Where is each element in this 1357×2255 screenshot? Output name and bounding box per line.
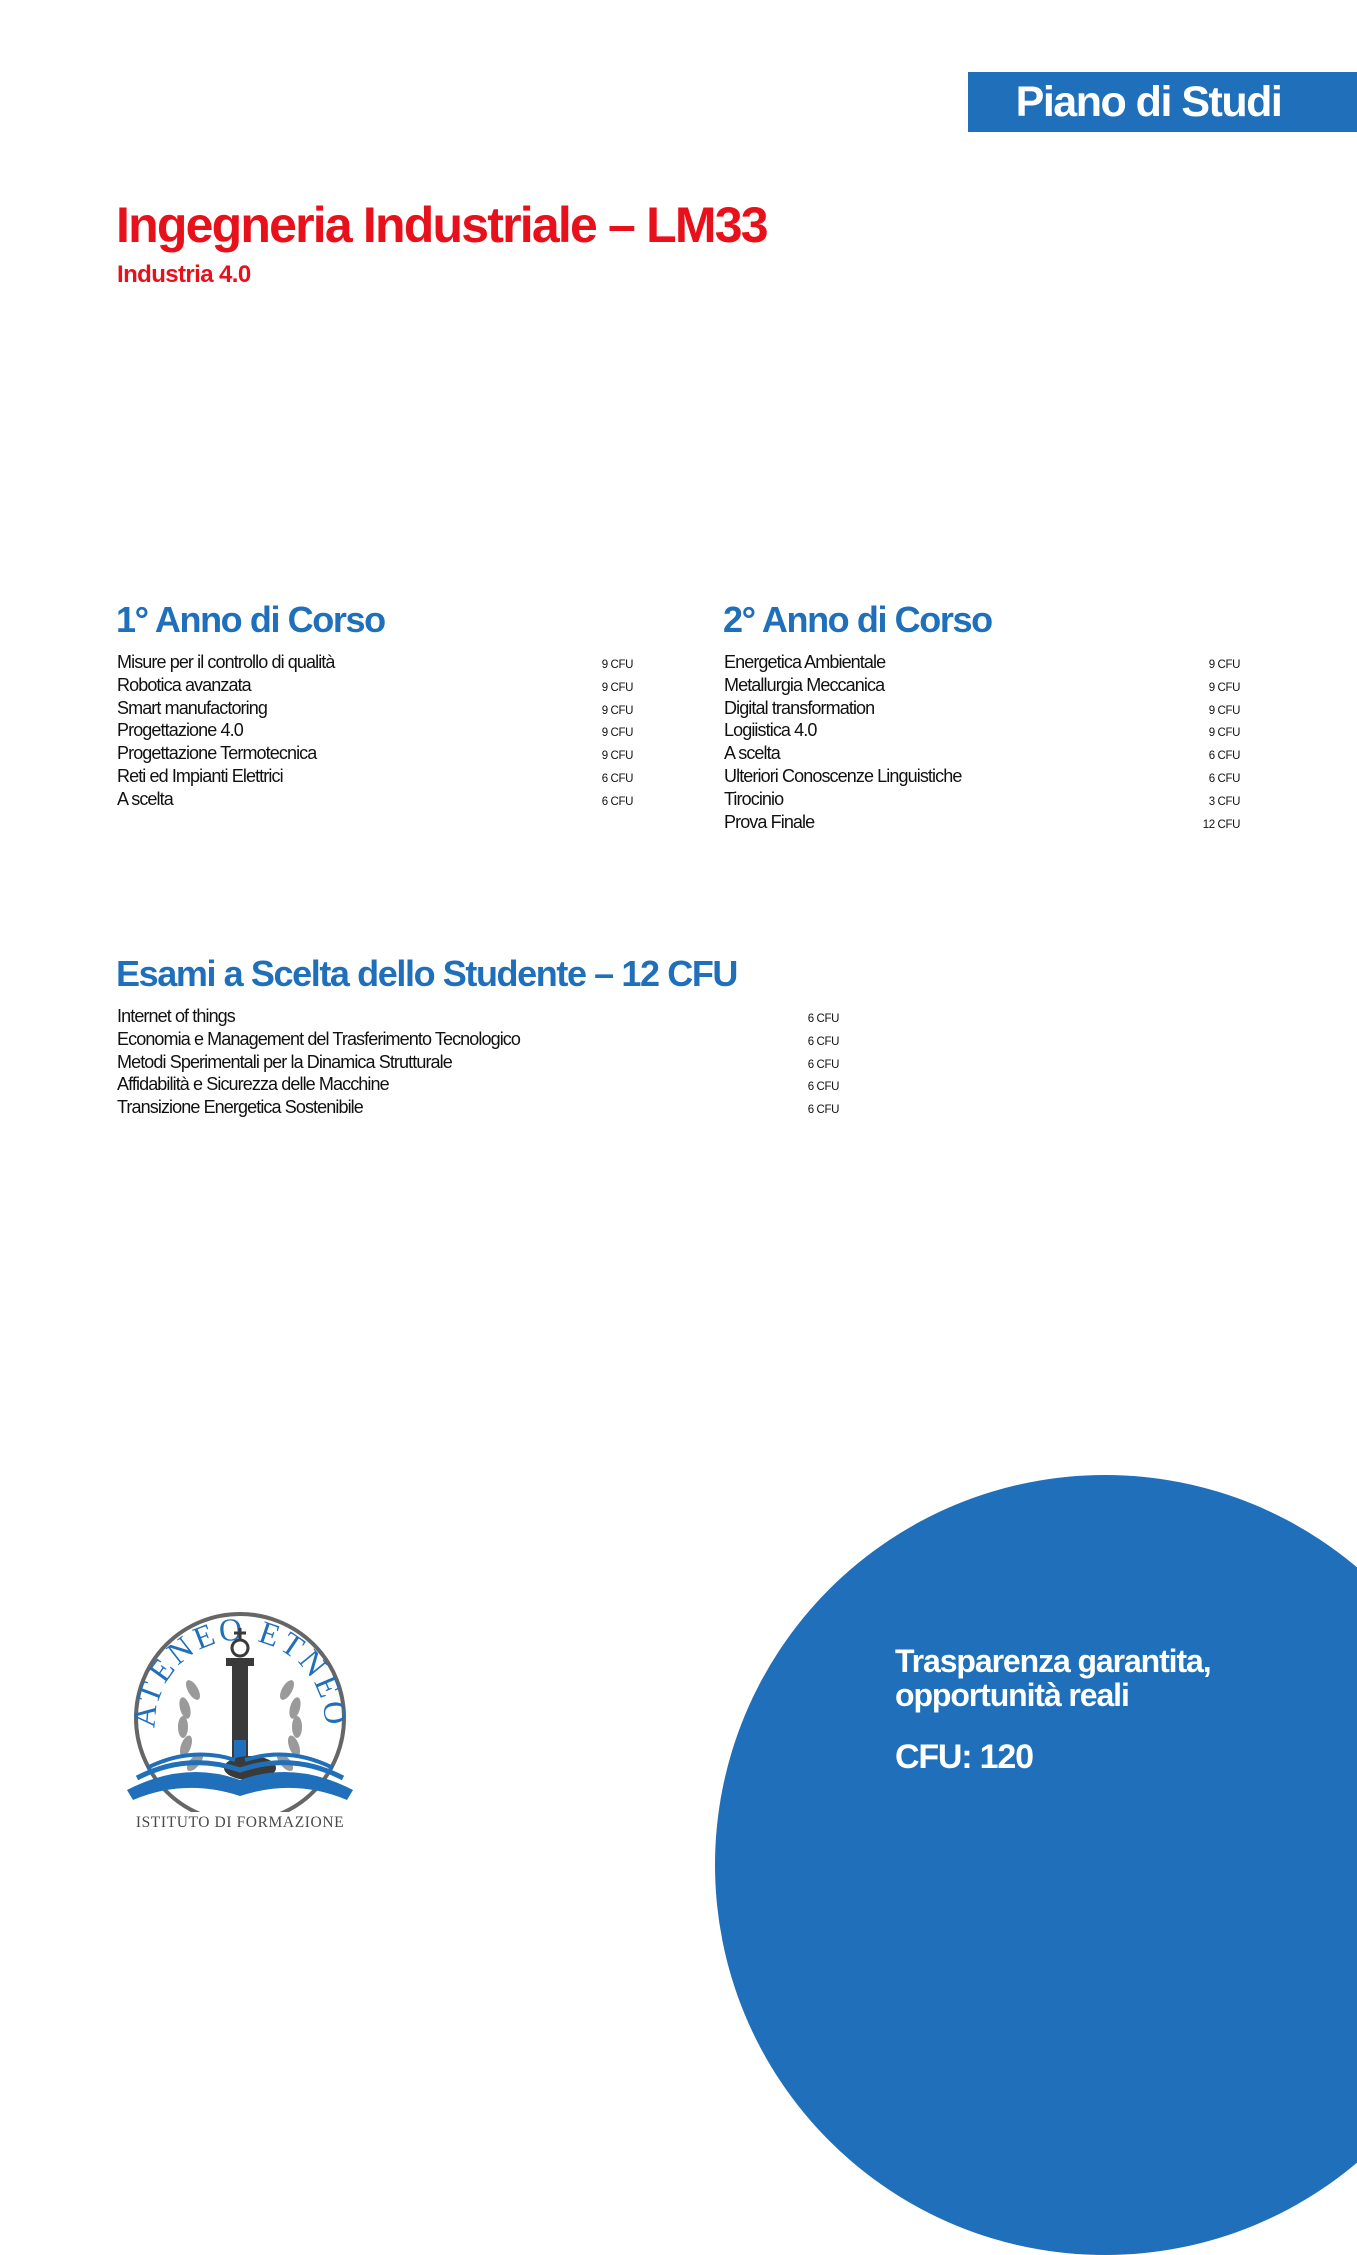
course-title: Ingegneria Industriale – LM33: [116, 197, 767, 253]
exam-cfu: 9 CFU: [1208, 659, 1240, 671]
exam-cfu: 9 CFU: [1208, 727, 1240, 740]
exam-name: Energetica Ambientale: [724, 652, 886, 672]
exam-row: [724, 766, 1240, 789]
exam-row: [117, 743, 633, 766]
exam-cfu: 9 CFU: [1208, 681, 1240, 694]
electives-heading: Esami a Scelta dello Studente – 12 CFU: [116, 953, 738, 994]
exam-cfu: 6 CFU: [807, 1035, 839, 1048]
exam-name: Internet of things: [117, 1006, 235, 1026]
course-subtitle: Industria 4.0: [117, 261, 251, 288]
exam-name: Metodi Sperimentali per la Dinamica Strutturale: [117, 1051, 452, 1072]
promo-tagline: Trasparenza garantita, opportunità reali: [895, 1643, 1211, 1713]
year1-exam-list: [117, 652, 633, 812]
exam-row: [724, 789, 1240, 812]
exam-name: Smart manufactoring: [117, 697, 267, 718]
exam-name: Metallurgia Meccanica: [724, 674, 885, 695]
logo-ring-text: ATENEO ETNEO: [125, 1610, 355, 1730]
exam-name: Ulteriori Conoscenze Linguistiche: [724, 765, 962, 786]
exam-row: [724, 675, 1240, 698]
exam-cfu: 6 CFU: [601, 772, 633, 785]
exam-name: Reti ed Impianti Elettrici: [117, 765, 283, 786]
exam-row: [117, 698, 633, 721]
exam-cfu: 9 CFU: [601, 750, 633, 763]
exam-cfu: 6 CFU: [807, 1058, 839, 1071]
exam-cfu: 3 CFU: [1208, 795, 1240, 808]
exam-row: [117, 1097, 839, 1120]
exam-row: [117, 720, 633, 743]
ateneo-etneo-seal-icon: [115, 1600, 365, 1812]
year1-heading: 1° Anno di Corso: [116, 599, 385, 640]
exam-name: Affidabilità e Sicurezza delle Macchine: [117, 1074, 389, 1095]
promo-cfu-total: CFU: 120: [895, 1738, 1033, 1776]
piano-di-studi-badge: Piano di Studi: [968, 72, 1357, 132]
exam-name: A scelta: [724, 743, 780, 764]
exam-row: [117, 789, 633, 812]
ateneo-etneo-logo: [115, 1600, 365, 1840]
exam-cfu: 9 CFU: [1208, 704, 1240, 717]
exam-row: [724, 812, 1240, 835]
exam-row: [117, 1006, 839, 1029]
exam-name: Economia e Management del Trasferimento Tecnologico: [117, 1028, 521, 1049]
exam-row: [117, 1074, 839, 1097]
logo-caption: ISTITUTO DI FORMAZIONE: [135, 1814, 345, 1831]
year2-heading: 2° Anno di Corso: [723, 599, 992, 640]
exam-name: Progettazione 4.0: [117, 720, 243, 741]
exam-cfu: 9 CFU: [601, 681, 633, 694]
exam-name: Robotica avanzata: [117, 674, 251, 695]
electives-exam-list: [117, 1006, 839, 1120]
exam-name: Tirocinio: [724, 788, 784, 809]
exam-name: Transizione Energetica Sostenibile: [117, 1097, 363, 1118]
exam-row: [724, 743, 1240, 766]
exam-name: Logiistica 4.0: [724, 720, 817, 741]
exam-cfu: 9 CFU: [601, 727, 633, 740]
exam-row: [724, 698, 1240, 721]
exam-cfu: 6 CFU: [807, 1013, 839, 1025]
year2-exam-list: [724, 652, 1240, 834]
exam-name: Progettazione Termotecnica: [117, 743, 317, 764]
exam-cfu: 6 CFU: [1208, 772, 1240, 785]
promo-circle: [715, 1475, 1357, 2255]
exam-name: Digital transformation: [724, 697, 875, 718]
exam-cfu: 6 CFU: [807, 1081, 839, 1094]
exam-cfu: 6 CFU: [601, 795, 633, 808]
exam-cfu: 6 CFU: [807, 1104, 839, 1117]
exam-cfu: 12 CFU: [1202, 818, 1240, 831]
exam-row: [117, 675, 633, 698]
exam-row: [117, 766, 633, 789]
exam-row: [117, 1029, 839, 1052]
exam-cfu: 6 CFU: [1208, 750, 1240, 763]
exam-name: A scelta: [117, 788, 173, 809]
exam-row: [724, 720, 1240, 743]
exam-cfu: 9 CFU: [601, 659, 633, 671]
exam-name: Prova Finale: [724, 811, 815, 832]
exam-cfu: 9 CFU: [601, 704, 633, 717]
exam-row: [117, 1052, 839, 1075]
exam-row: [724, 652, 1240, 675]
exam-name: Misure per il controllo di qualità: [117, 652, 335, 672]
exam-row: [117, 652, 633, 675]
